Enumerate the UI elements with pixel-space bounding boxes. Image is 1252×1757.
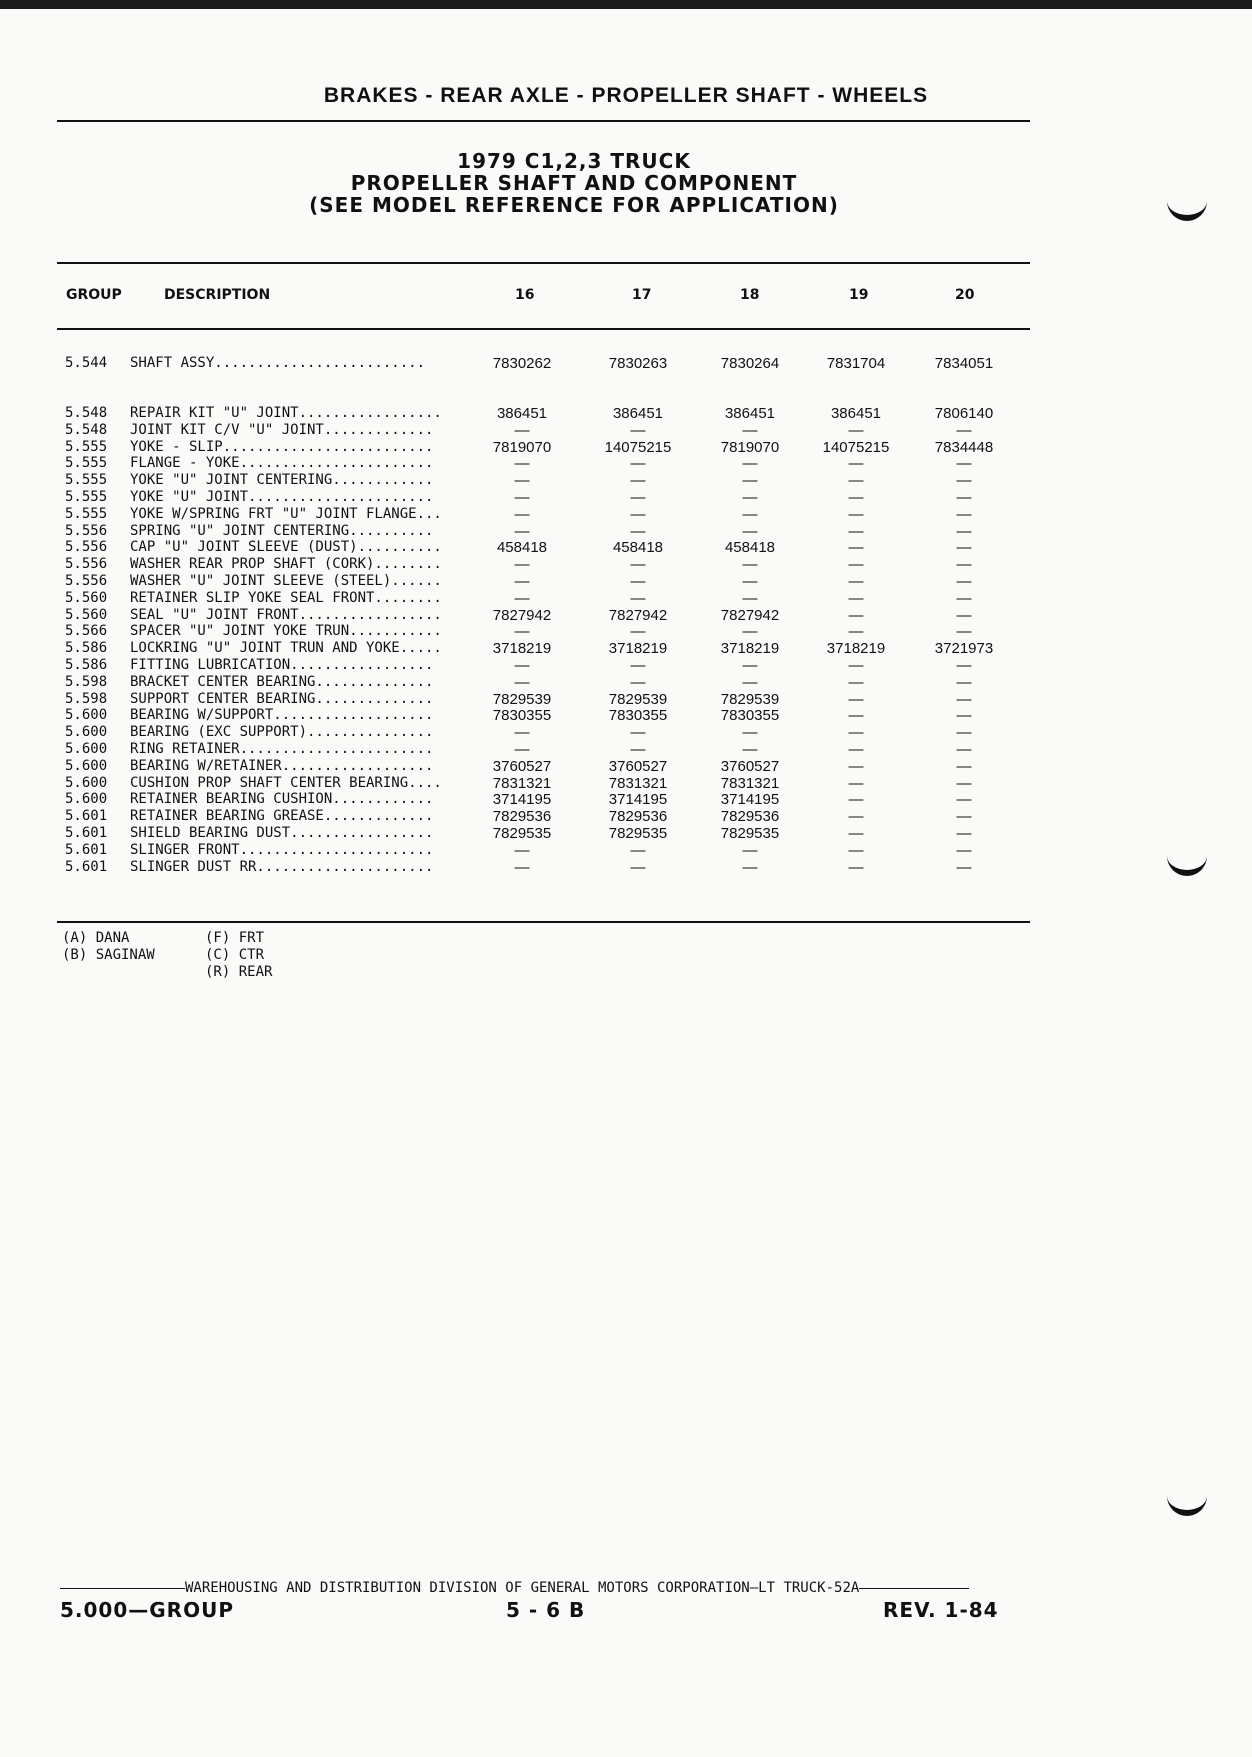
part-number-cell: — <box>956 573 972 590</box>
table-row <box>0 657 1252 674</box>
binder-tab-mark <box>1167 185 1207 221</box>
part-number-cell: — <box>514 472 530 490</box>
description-cell: BRACKET CENTER BEARING.............. <box>130 673 434 690</box>
description-cell: SHAFT ASSY......................... <box>130 355 426 371</box>
part-number-cell: 3718219 <box>492 640 552 658</box>
part-number-cell: — <box>956 724 972 742</box>
group-cell: 5.601 <box>65 841 108 858</box>
group-cell: 5.598 <box>65 690 108 707</box>
footer-credit: WAREHOUSING AND DISTRIBUTION DIVISION OF GENERAL MOTORS CORPORATION—LT TRUCK-52A <box>185 1580 860 1596</box>
part-number-cell: 458418 <box>612 539 664 557</box>
part-number-cell: 7829536 <box>720 808 780 826</box>
part-number-cell: 3714195 <box>492 791 552 809</box>
part-number-cell: 7819070 <box>492 438 552 456</box>
part-number-cell: — <box>956 657 972 674</box>
table-row <box>0 859 1252 876</box>
part-number-cell: — <box>742 573 758 590</box>
part-number-cell: — <box>956 858 972 876</box>
description-cell: JOINT KIT C/V "U" JOINT............. <box>130 421 434 438</box>
part-number-cell: — <box>848 707 864 725</box>
part-number-cell: 7830264 <box>720 355 780 372</box>
table-row <box>0 455 1252 472</box>
part-number-cell: — <box>956 623 972 641</box>
part-number-cell: — <box>956 606 972 624</box>
part-number-cell: — <box>848 522 864 540</box>
part-number-cell: — <box>848 657 864 674</box>
part-number-cell: — <box>848 690 864 708</box>
header-rule <box>57 120 1030 122</box>
group-cell: 5.555 <box>65 489 108 505</box>
part-number-cell: — <box>630 421 646 439</box>
table-row <box>0 741 1252 758</box>
part-number-cell: — <box>742 455 758 473</box>
part-number-cell: — <box>514 724 530 742</box>
part-number-cell: — <box>848 489 864 506</box>
part-number-cell: 7830355 <box>720 707 780 725</box>
part-number-cell: — <box>742 741 758 758</box>
part-number-cell: — <box>514 741 530 758</box>
table-row <box>0 355 1252 372</box>
part-number-cell: — <box>848 774 864 792</box>
part-number-cell: 3718219 <box>826 640 886 658</box>
part-number-cell: — <box>630 724 646 742</box>
position-notes <box>205 930 272 981</box>
group-cell: 5.600 <box>65 724 108 741</box>
description-cell: YOKE - SLIP......................... <box>130 438 434 455</box>
part-number-cell: 7827942 <box>492 606 552 624</box>
group-cell: 5.600 <box>65 791 108 808</box>
part-number-cell: — <box>630 505 646 523</box>
note-dana: (A) DANA <box>62 930 130 946</box>
part-number-cell: — <box>630 657 646 674</box>
part-number-cell: 386451 <box>612 405 664 422</box>
group-cell: 5.556 <box>65 539 108 556</box>
group-cell: 5.601 <box>65 808 108 825</box>
note-rear: (R) REAR <box>205 964 273 980</box>
part-number-cell: 458418 <box>724 539 776 557</box>
table-row <box>0 422 1252 439</box>
part-number-cell: 3760527 <box>720 757 780 775</box>
part-number-cell: — <box>956 505 972 523</box>
part-number-cell: — <box>742 841 758 859</box>
part-number-cell: 7806140 <box>934 405 994 422</box>
part-number-cell: — <box>848 472 864 490</box>
table-row <box>0 825 1252 842</box>
part-number-cell: — <box>848 673 864 691</box>
part-number-cell: — <box>514 455 530 473</box>
table-row <box>0 539 1252 556</box>
part-number-cell: 7829535 <box>608 825 668 842</box>
group-cell: 5.598 <box>65 673 108 690</box>
part-number-cell: — <box>848 421 864 439</box>
footer-revision: REV. 1-84 <box>883 1598 999 1622</box>
table-row <box>0 590 1252 607</box>
part-number-cell: 7831321 <box>608 774 668 792</box>
table-row <box>0 472 1252 489</box>
note-ctr: (C) CTR <box>205 947 265 963</box>
part-number-cell: — <box>630 472 646 490</box>
part-number-cell: — <box>514 858 530 876</box>
title-line-1: 1979 C1,2,3 TRUCK <box>457 149 691 173</box>
part-number-cell: — <box>742 858 758 876</box>
group-column-header: GROUP <box>66 287 122 303</box>
part-number-cell: 386451 <box>724 405 776 422</box>
model-17-column-header: 17 <box>632 287 652 303</box>
part-number-cell: 3718219 <box>608 640 668 658</box>
group-cell: 5.555 <box>65 472 108 489</box>
group-cell: 5.586 <box>65 640 108 657</box>
group-cell: 5.566 <box>65 623 108 640</box>
part-number-cell: — <box>514 556 530 574</box>
table-row <box>0 640 1252 657</box>
part-number-cell: — <box>956 421 972 439</box>
table-row <box>0 808 1252 825</box>
part-number-cell: — <box>630 623 646 641</box>
part-number-cell: 7829535 <box>492 825 552 842</box>
part-number-cell: — <box>514 623 530 641</box>
part-number-cell: — <box>630 858 646 876</box>
part-number-cell: 7834051 <box>934 355 994 372</box>
part-number-cell: 458418 <box>496 539 548 557</box>
group-cell: 5.600 <box>65 741 108 757</box>
group-cell: 5.548 <box>65 421 108 438</box>
table-row <box>0 607 1252 624</box>
description-cell: SLINGER DUST RR..................... <box>130 858 434 875</box>
description-cell: SUPPORT CENTER BEARING.............. <box>130 690 434 707</box>
description-column-header: DESCRIPTION <box>164 287 271 303</box>
table-row <box>0 439 1252 456</box>
part-number-cell: — <box>630 455 646 473</box>
part-number-cell: — <box>514 489 530 506</box>
description-cell: CAP "U" JOINT SLEEVE (DUST).......... <box>130 539 442 556</box>
part-number-cell: — <box>742 589 758 607</box>
table-bottom-rule <box>57 921 1030 923</box>
part-number-cell: 7829536 <box>492 808 552 826</box>
part-number-cell: 386451 <box>830 405 882 422</box>
group-cell: 5.555 <box>65 438 108 455</box>
group-cell: 5.556 <box>65 556 108 573</box>
part-number-cell: — <box>848 539 864 557</box>
part-number-cell: 7827942 <box>720 606 780 624</box>
part-number-cell: — <box>742 556 758 574</box>
part-number-cell: — <box>742 623 758 641</box>
part-number-cell: — <box>956 673 972 691</box>
description-cell: CUSHION PROP SHAFT CENTER BEARING.... <box>130 774 442 791</box>
part-number-cell: — <box>956 539 972 557</box>
part-number-cell: 3714195 <box>720 791 780 809</box>
description-cell: SPACER "U" JOINT YOKE TRUN........... <box>130 623 442 640</box>
part-number-cell: 3718219 <box>720 640 780 658</box>
part-number-cell: 7829539 <box>608 690 668 708</box>
table-row <box>0 623 1252 640</box>
part-number-cell: 7830355 <box>492 707 552 725</box>
part-number-cell: — <box>956 808 972 826</box>
description-cell: BEARING W/SUPPORT................... <box>130 707 434 724</box>
part-number-cell: 7831321 <box>492 774 552 792</box>
part-number-cell: 7831321 <box>720 774 780 792</box>
part-number-cell: 7831704 <box>826 355 886 372</box>
part-number-cell: — <box>514 589 530 607</box>
part-number-cell: 3721973 <box>934 640 994 658</box>
part-number-cell: — <box>956 841 972 859</box>
part-number-cell: — <box>514 841 530 859</box>
part-number-cell: — <box>848 573 864 590</box>
group-cell: 5.555 <box>65 505 108 522</box>
part-number-cell: 3760527 <box>492 757 552 775</box>
model-16-column-header: 16 <box>515 287 535 303</box>
description-cell: WASHER REAR PROP SHAFT (CORK)........ <box>130 556 442 573</box>
model-19-column-header: 19 <box>849 287 869 303</box>
group-cell: 5.555 <box>65 455 108 472</box>
title-line-3: (SEE MODEL REFERENCE FOR APPLICATION) <box>309 193 839 217</box>
description-cell: FITTING LUBRICATION................. <box>130 657 434 673</box>
group-cell: 5.548 <box>65 405 108 421</box>
footer-credit-line <box>60 1580 1020 1596</box>
part-number-cell: — <box>630 522 646 540</box>
part-number-cell: 7827942 <box>608 606 668 624</box>
part-number-cell: — <box>514 522 530 540</box>
manufacturer-notes <box>62 930 155 964</box>
part-number-cell: — <box>514 673 530 691</box>
part-number-cell: 7830355 <box>608 707 668 725</box>
table-row <box>0 758 1252 775</box>
description-cell: BEARING (EXC SUPPORT)............... <box>130 724 434 741</box>
part-number-cell: — <box>956 825 972 842</box>
part-number-cell: — <box>848 858 864 876</box>
table-row <box>0 674 1252 691</box>
part-number-cell: — <box>956 455 972 473</box>
part-number-cell: — <box>956 690 972 708</box>
part-number-cell: 386451 <box>496 405 548 422</box>
part-number-cell: — <box>630 741 646 758</box>
part-number-cell: — <box>848 589 864 607</box>
part-number-cell: — <box>742 421 758 439</box>
part-number-cell: — <box>956 757 972 775</box>
title-line-2: PROPELLER SHAFT AND COMPONENT <box>350 171 798 195</box>
part-number-cell: — <box>630 589 646 607</box>
part-number-cell: — <box>514 505 530 523</box>
part-number-cell: — <box>630 489 646 506</box>
table-row <box>0 489 1252 506</box>
part-number-cell: — <box>742 522 758 540</box>
note-frt: (F) FRT <box>205 930 265 946</box>
part-number-cell: — <box>848 741 864 758</box>
part-number-cell: — <box>848 724 864 742</box>
table-row <box>0 791 1252 808</box>
group-cell: 5.560 <box>65 589 108 606</box>
model-18-column-header: 18 <box>740 287 760 303</box>
part-number-cell: — <box>630 673 646 691</box>
group-cell: 5.556 <box>65 522 108 539</box>
table-row <box>0 775 1252 792</box>
part-number-cell: — <box>848 606 864 624</box>
part-number-cell: — <box>630 573 646 590</box>
group-cell: 5.601 <box>65 825 108 841</box>
table-row <box>0 523 1252 540</box>
part-number-cell: — <box>848 841 864 859</box>
page-header: BRAKES - REAR AXLE - PROPELLER SHAFT - WHEELS <box>323 84 929 107</box>
table-row <box>0 842 1252 859</box>
table-row <box>0 405 1252 422</box>
table-row <box>0 691 1252 708</box>
part-number-cell: — <box>514 421 530 439</box>
description-cell: LOCKRING "U" JOINT TRUN AND YOKE..... <box>130 640 442 657</box>
table-top-rule <box>57 262 1030 264</box>
description-cell: RETAINER BEARING CUSHION............ <box>130 791 434 808</box>
part-number-cell: 3714195 <box>608 791 668 809</box>
part-number-cell: — <box>630 556 646 574</box>
part-number-cell: 7829539 <box>492 690 552 708</box>
part-number-cell: — <box>956 791 972 809</box>
part-number-cell: — <box>848 556 864 574</box>
part-number-cell: — <box>956 489 972 506</box>
table-row <box>0 573 1252 590</box>
part-number-cell: 7830262 <box>492 355 552 372</box>
description-cell: REPAIR KIT "U" JOINT................. <box>130 405 442 421</box>
part-number-cell: 7829539 <box>720 690 780 708</box>
part-number-cell: 7829536 <box>608 808 668 826</box>
part-number-cell: — <box>848 825 864 842</box>
part-number-cell: — <box>956 472 972 490</box>
table-row <box>0 724 1252 741</box>
group-cell: 5.600 <box>65 774 108 791</box>
model-20-column-header: 20 <box>955 287 975 303</box>
part-number-cell: — <box>514 657 530 674</box>
footer-page-number: 5 - 6 B <box>506 1598 586 1622</box>
binder-tab-mark <box>1167 1480 1207 1516</box>
part-number-cell: — <box>514 573 530 590</box>
description-cell: WASHER "U" JOINT SLEEVE (STEEL)...... <box>130 573 442 589</box>
part-number-cell: — <box>956 522 972 540</box>
part-number-cell: — <box>742 657 758 674</box>
group-cell: 5.600 <box>65 707 108 724</box>
part-number-cell: — <box>956 589 972 607</box>
description-cell: RETAINER SLIP YOKE SEAL FRONT........ <box>130 589 442 606</box>
part-number-cell: — <box>742 505 758 523</box>
part-number-cell: — <box>956 556 972 574</box>
group-cell: 5.586 <box>65 657 108 673</box>
page-title <box>0 150 1148 216</box>
description-cell: RETAINER BEARING GREASE............. <box>130 808 434 825</box>
part-number-cell: — <box>848 505 864 523</box>
part-number-cell: 14075215 <box>604 438 672 456</box>
part-number-cell: — <box>956 707 972 725</box>
description-cell: SEAL "U" JOINT FRONT................. <box>130 606 442 623</box>
note-saginaw: (B) SAGINAW <box>62 947 155 963</box>
group-cell: 5.544 <box>65 355 108 371</box>
group-cell: 5.601 <box>65 858 108 875</box>
table-row <box>0 506 1252 523</box>
table-row <box>0 707 1252 724</box>
description-cell: SPRING "U" JOINT CENTERING.......... <box>130 522 434 539</box>
description-cell: YOKE "U" JOINT CENTERING............ <box>130 472 434 489</box>
part-number-cell: — <box>848 791 864 809</box>
part-number-cell: — <box>848 623 864 641</box>
part-number-cell: — <box>742 724 758 742</box>
group-cell: 5.556 <box>65 573 108 589</box>
part-number-cell: 7819070 <box>720 438 780 456</box>
top-edge-bar <box>0 0 1252 9</box>
description-cell: SHIELD BEARING DUST................. <box>130 825 434 841</box>
part-number-cell: — <box>742 673 758 691</box>
part-number-cell: 7829535 <box>720 825 780 842</box>
part-number-cell: 7830263 <box>608 355 668 372</box>
part-number-cell: — <box>956 741 972 758</box>
table-row <box>0 556 1252 573</box>
part-number-cell: — <box>742 472 758 490</box>
footer-group: 5.000—GROUP <box>60 1598 234 1622</box>
part-number-cell: — <box>848 808 864 826</box>
part-number-cell: 3760527 <box>608 757 668 775</box>
part-number-cell: — <box>742 489 758 506</box>
part-number-cell: — <box>630 841 646 859</box>
description-cell: SLINGER FRONT....................... <box>130 841 434 858</box>
description-cell: RING RETAINER....................... <box>130 741 434 757</box>
group-cell: 5.560 <box>65 606 108 623</box>
description-cell: YOKE W/SPRING FRT "U" JOINT FLANGE... <box>130 505 442 522</box>
part-number-cell: 14075215 <box>822 438 890 456</box>
part-number-cell: — <box>848 757 864 775</box>
part-number-cell: — <box>848 455 864 473</box>
description-cell: BEARING W/RETAINER.................. <box>130 757 434 774</box>
table-header-rule <box>57 328 1030 330</box>
part-number-cell: — <box>956 774 972 792</box>
part-number-cell: 7834448 <box>934 438 994 456</box>
group-cell: 5.600 <box>65 757 108 774</box>
description-cell: YOKE "U" JOINT...................... <box>130 489 434 505</box>
description-cell: FLANGE - YOKE....................... <box>130 455 434 472</box>
